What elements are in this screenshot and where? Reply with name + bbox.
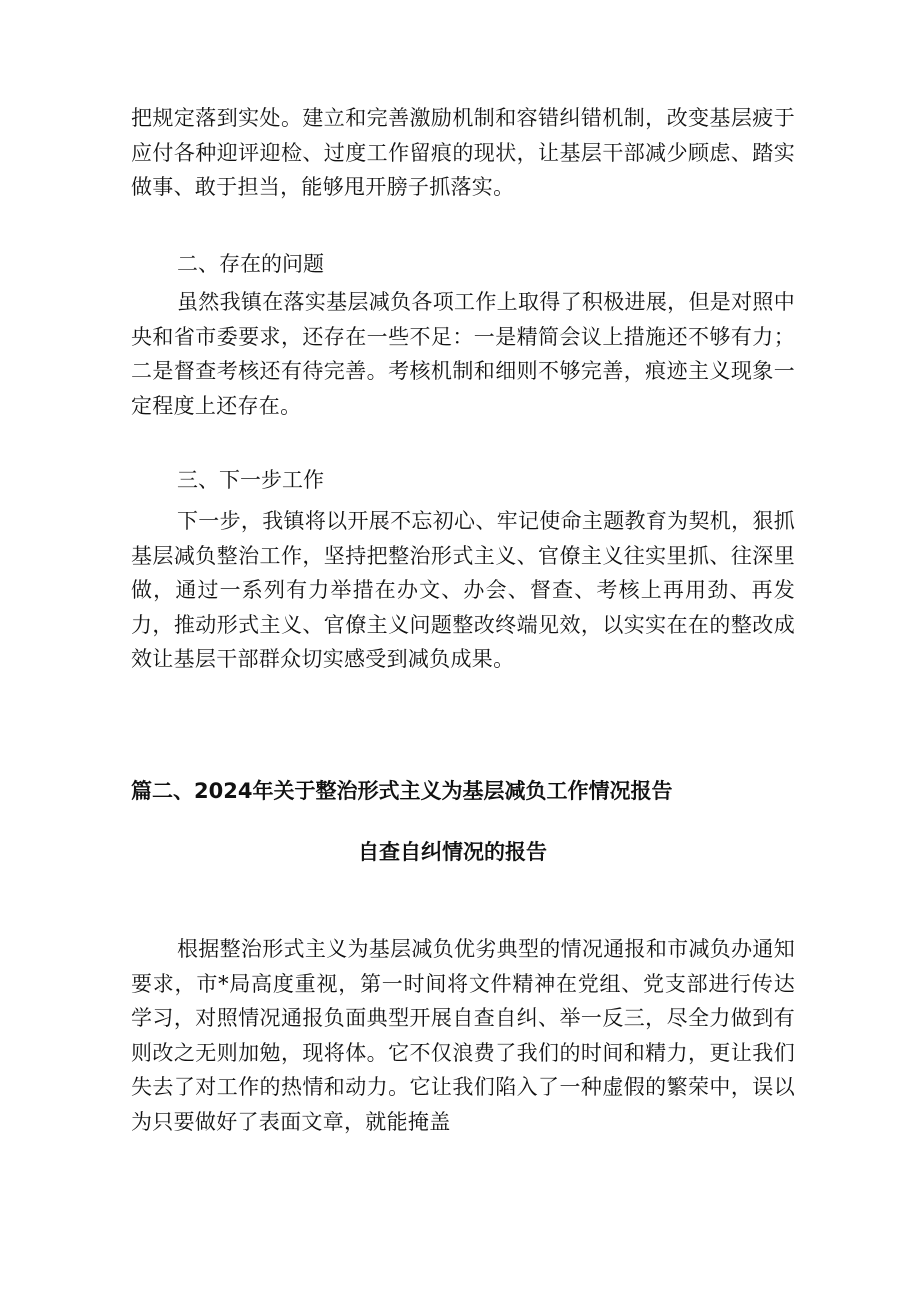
paragraph-report-body: 根据整治形式主义为基层减负优劣典型的情况通报和市减负办通知要求，市*局高度重视，第一时间将文件精神在党组、党支部进行传达学习，对照情况通报负面典型开展自查自纠、举一反三，尽全力做到有则改之无则加勉，现将体。它不仅浪费了我们的时间和精力，更让我们失去了对工作的热情和动力。它让我们陷入了一种虚假的繁荣中，误以为只要做好了表面文章，就能掩盖	[131, 937, 795, 1134]
article-subtitle: 自查自纠情况的报告	[358, 840, 547, 864]
paragraph-next-steps: 下一步，我镇将以开展不忘初心、牢记使命主题教育为契机，狠抓基层减负整治工作，坚持把整治形式主义、官僚主义往实里抓、往深里做，通过一系列有力举措在办文、办会、督查、考核上再用劲、再发力，推动形式主义、官僚主义问题整改终端见效，以实实在在的整改成效让基层干部群众切实感受到减负成果。	[131, 509, 795, 671]
section-heading-problems: 二、存在的问题	[177, 252, 324, 276]
section-heading-next-steps: 三、下一步工作	[177, 468, 324, 492]
paragraph-continued: 把规定落到实处。建立和完善激励机制和容错纠错机制，改变基层疲于应付各种迎评迎检、过度工作留痕的现状，让基层干部减少顾虑、踏实做事、敢于担当，能够甩开膀子抓落实。	[131, 106, 795, 199]
paragraph-problems: 虽然我镇在落实基层减负各项工作上取得了积极进展，但是对照中央和省市委要求，还存在一些不足：一是精简会议上措施还不够有力；二是督查考核还有待完善。考核机制和细则不够完善，痕迹主义现象一定程度上还存在。	[131, 290, 795, 418]
article-title: 篇二、2024年关于整治形式主义为基层减负工作情况报告	[131, 779, 673, 803]
